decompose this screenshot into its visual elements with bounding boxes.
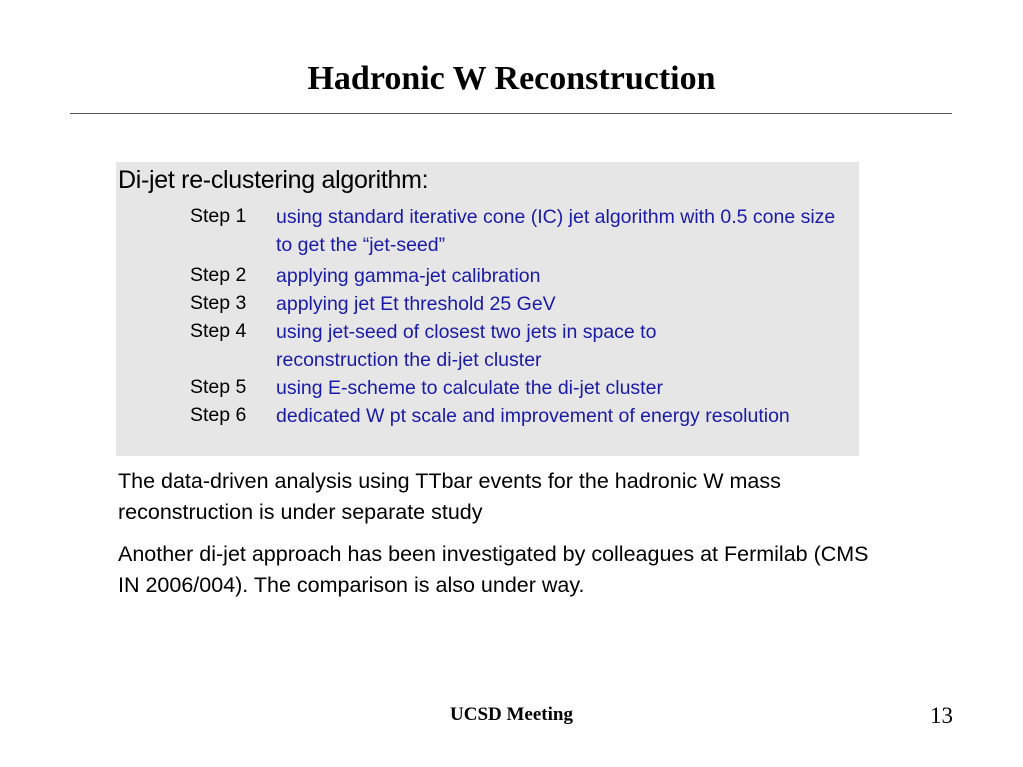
step-label-2: Step 2 [190,264,247,286]
footer-meeting: UCSD Meeting [450,704,573,725]
step-label-4: Step 4 [190,320,247,342]
step-text-6: dedicated W pt scale and improvement of energy resolution [276,405,790,427]
step-text-3: applying jet Et threshold 25 GeV [276,293,556,315]
step-text-1: using standard iterative cone (IC) jet algorithm with 0.5 cone size to get the “jet-seed” [276,206,836,256]
step-text-2: applying gamma-jet calibration [276,265,541,287]
step-label-1: Step 1 [190,205,247,227]
step-label-3: Step 3 [190,292,247,314]
step-text-5: using E-scheme to calculate the di-jet cluster [276,377,663,399]
title-divider [70,113,952,114]
step-label-5: Step 5 [190,376,247,398]
algorithm-heading: Di-jet re-clustering algorithm: [118,166,429,194]
step-label-6: Step 6 [190,404,247,426]
slide-title: Hadronic W Reconstruction [307,60,716,97]
step-text-4: using jet-seed of closest two jets in space to reconstruction the di-jet cluster [276,321,657,371]
paragraph-data-driven: The data-driven analysis using TTbar events for the hadronic W mass reconstruction is under separate study [118,469,781,524]
paragraph-alternative-approach: Another di-jet approach has been investigated by colleagues at Fermilab (CMS IN 2006/004). The comparison is also under way. [118,542,869,597]
page-number: 13 [930,703,953,728]
